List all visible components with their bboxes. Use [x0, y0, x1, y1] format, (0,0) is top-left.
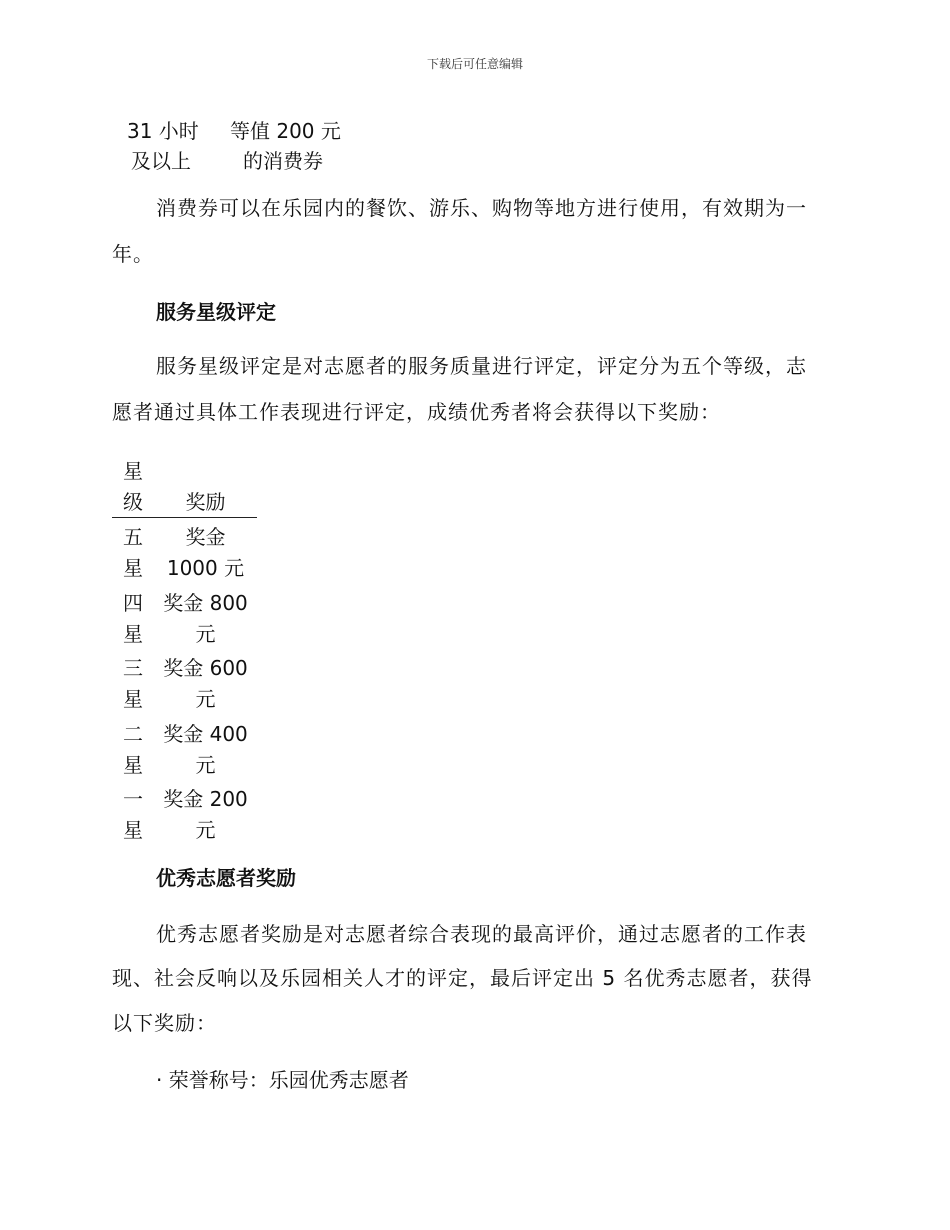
reward-cell-line2: 元	[195, 687, 216, 711]
table-header-reward: 奖励	[185, 490, 226, 514]
star-cell-line2: 星	[123, 622, 143, 646]
star-cell-line1: 二	[123, 722, 143, 746]
star-cell-line1: 四	[123, 591, 143, 615]
star-paragraph-line2: 愿者通过具体工作表现进行评定，成绩优秀者将会获得以下奖励：	[112, 400, 721, 424]
section-heading-excellent-volunteer: 优秀志愿者奖励	[156, 866, 296, 890]
star-cell-line2: 星	[123, 687, 143, 711]
hours-cell-line1: 31 小时	[127, 119, 199, 143]
reward-cell-line2: 1000 元	[166, 556, 245, 580]
honor-title-bullet: · 荣誉称号：乐园优秀志愿者	[156, 1068, 409, 1092]
reward-cell	[154, 653, 257, 715]
section-heading-star-rating: 服务星级评定	[156, 300, 276, 324]
reward-cell-line1: 奖金	[185, 525, 226, 549]
star-cell-line2: 星	[123, 753, 143, 777]
star-cell-line1: 五	[123, 525, 143, 549]
table-header-star-line1: 星	[123, 459, 143, 483]
page-header: 下载后可任意编辑	[426, 57, 523, 71]
reward-cell-line2: 的消费券	[243, 149, 323, 173]
reward-cell	[154, 522, 257, 584]
voucher-paragraph-line2: 年。	[112, 242, 154, 266]
star-cell	[112, 784, 154, 846]
star-cell-line1: 一	[123, 787, 143, 811]
table-header-rule	[112, 517, 257, 518]
reward-cell-line2: 元	[195, 818, 216, 842]
table-header-star-line2: 级	[123, 490, 143, 514]
excellent-paragraph-line3: 以下奖励：	[112, 1011, 217, 1035]
star-paragraph-line1: 服务星级评定是对志愿者的服务质量进行评定，评定分为五个等级，志	[156, 354, 807, 378]
reward-cell	[154, 719, 257, 781]
reward-cell-line1: 奖金 400	[163, 722, 248, 746]
reward-cell-line1: 奖金 800	[163, 591, 248, 615]
star-cell-line2: 星	[123, 556, 143, 580]
voucher-paragraph-line1: 消费券可以在乐园内的餐饮、游乐、购物等地方进行使用，有效期为一	[156, 196, 807, 220]
reward-cell	[154, 784, 257, 846]
hours-cell-line2: 及以上	[131, 149, 191, 173]
star-cell-line2: 星	[123, 818, 143, 842]
star-cell	[112, 522, 154, 584]
reward-cell-line1: 奖金 600	[163, 656, 248, 680]
excellent-paragraph-line2: 现、社会反响以及乐园相关人才的评定，最后评定出 5 名优秀志愿者，获得	[112, 966, 813, 990]
reward-cell-line2: 元	[195, 753, 216, 777]
reward-cell-line2: 元	[195, 622, 216, 646]
star-cell-line1: 三	[123, 656, 143, 680]
reward-cell-line1: 等值 200 元	[230, 119, 341, 143]
reward-cell-line1: 奖金 200	[163, 787, 248, 811]
table-header-star	[112, 456, 154, 518]
reward-cell	[154, 588, 257, 650]
star-cell	[112, 719, 154, 781]
excellent-paragraph-line1: 优秀志愿者奖励是对志愿者综合表现的最高评价，通过志愿者的工作表	[156, 922, 807, 946]
star-cell	[112, 653, 154, 715]
star-cell	[112, 588, 154, 650]
